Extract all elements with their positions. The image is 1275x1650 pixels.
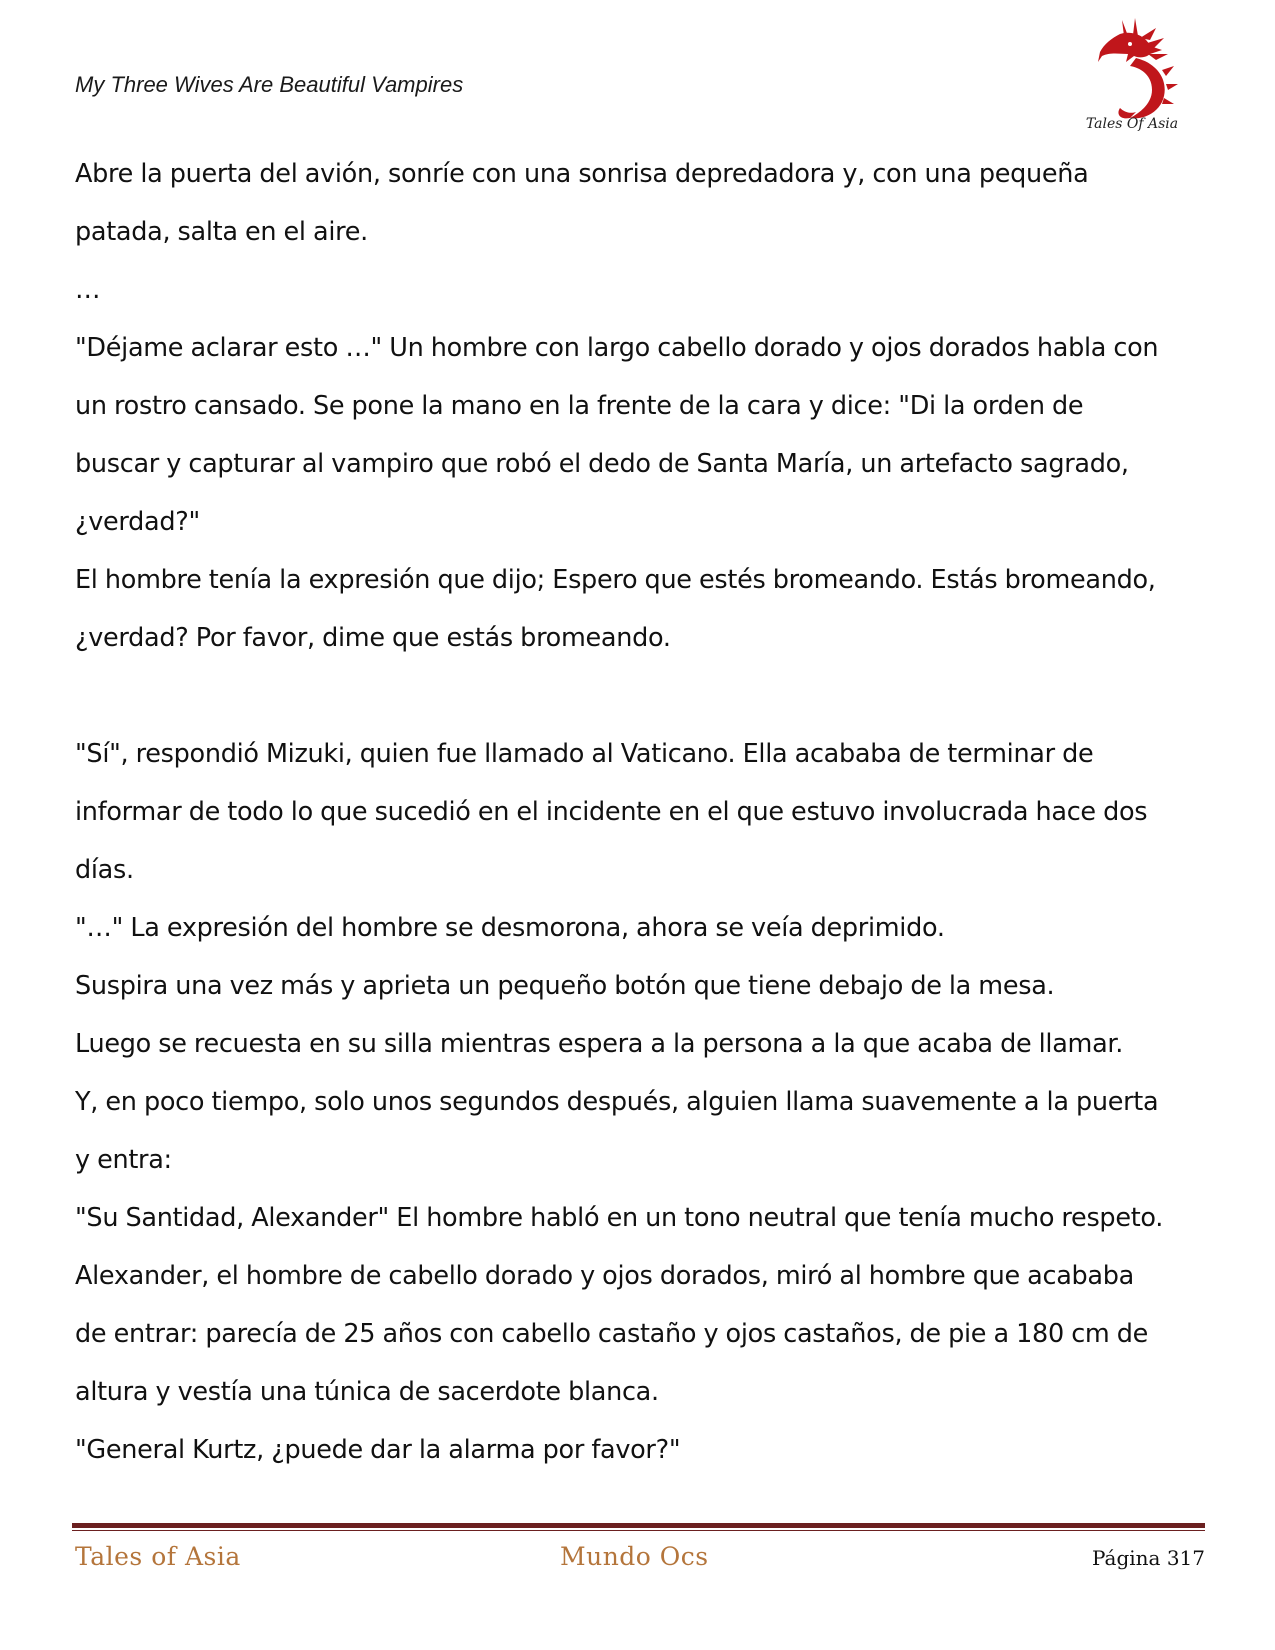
paragraph: ¿verdad?" [75,507,200,537]
chapter-body [75,145,1205,1479]
paragraph: Abre la puerta del avión, sonríe con una sonrisa depredadora y, con una pequeña [75,159,1089,189]
paragraph: informar de todo lo que sucedió en el incidente en el que estuvo involucrada hace dos [75,797,1148,827]
paragraph: buscar y capturar al vampiro que robó el dedo de Santa María, un artefacto sagrado, [75,449,1129,479]
paragraph: ¿verdad? Por favor, dime que estás bromeando. [75,623,671,653]
paragraph: El hombre tenía la expresión que dijo; Espero que estés bromeando. Estás bromeando, [75,565,1156,595]
paragraph: "Su Santidad, Alexander" El hombre habló en un tono neutral que tenía mucho respeto. [75,1203,1164,1233]
paragraph: "Sí", respondió Mizuki, quien fue llamado al Vaticano. Ella acababa de terminar de [75,739,1094,769]
paragraph: "…" La expresión del hombre se desmorona, ahora se veía deprimido. [75,913,945,943]
paragraph: y entra: [75,1145,172,1175]
paragraph: días. [75,855,134,885]
footer-divider [72,1523,1205,1531]
paragraph: "General Kurtz, ¿puede dar la alarma por favor?" [75,1435,681,1465]
footer-site-name: Tales of Asia [75,1542,241,1571]
paragraph: Luego se recuesta en su silla mientras espera a la persona a la que acaba de llamar. [75,1029,1124,1059]
paragraph: Y, en poco tiempo, solo unos segundos después, alguien llama suavemente a la puerta [75,1087,1159,1117]
logo-text: Tales Of Asia [1085,116,1179,132]
paragraph: … [75,275,101,305]
paragraph: de entrar: parecía de 25 años con cabello castaño y ojos castaños, de pie a 180 cm de [75,1319,1149,1349]
page-number: Página 317 [1091,1546,1205,1570]
book-title: My Three Wives Are Beautiful Vampires [75,72,464,97]
paragraph: altura y vestía una túnica de sacerdote blanca. [75,1377,659,1407]
footer-group-name: Mundo Ocs [560,1542,709,1571]
paragraph: "Déjame aclarar esto …" Un hombre con largo cabello dorado y ojos dorados habla con [75,333,1159,363]
paragraph: Suspira una vez más y aprieta un pequeño botón que tiene debajo de la mesa. [75,971,1055,1001]
paragraph: patada, salta en el aire. [75,217,368,247]
blank-line [75,667,1205,725]
paragraph: un rostro cansado. Se pone la mano en la frente de la cara y dice: "Di la orden de [75,391,1084,421]
paragraph: Alexander, el hombre de cabello dorado y ojos dorados, miró al hombre que acababa [75,1261,1134,1291]
